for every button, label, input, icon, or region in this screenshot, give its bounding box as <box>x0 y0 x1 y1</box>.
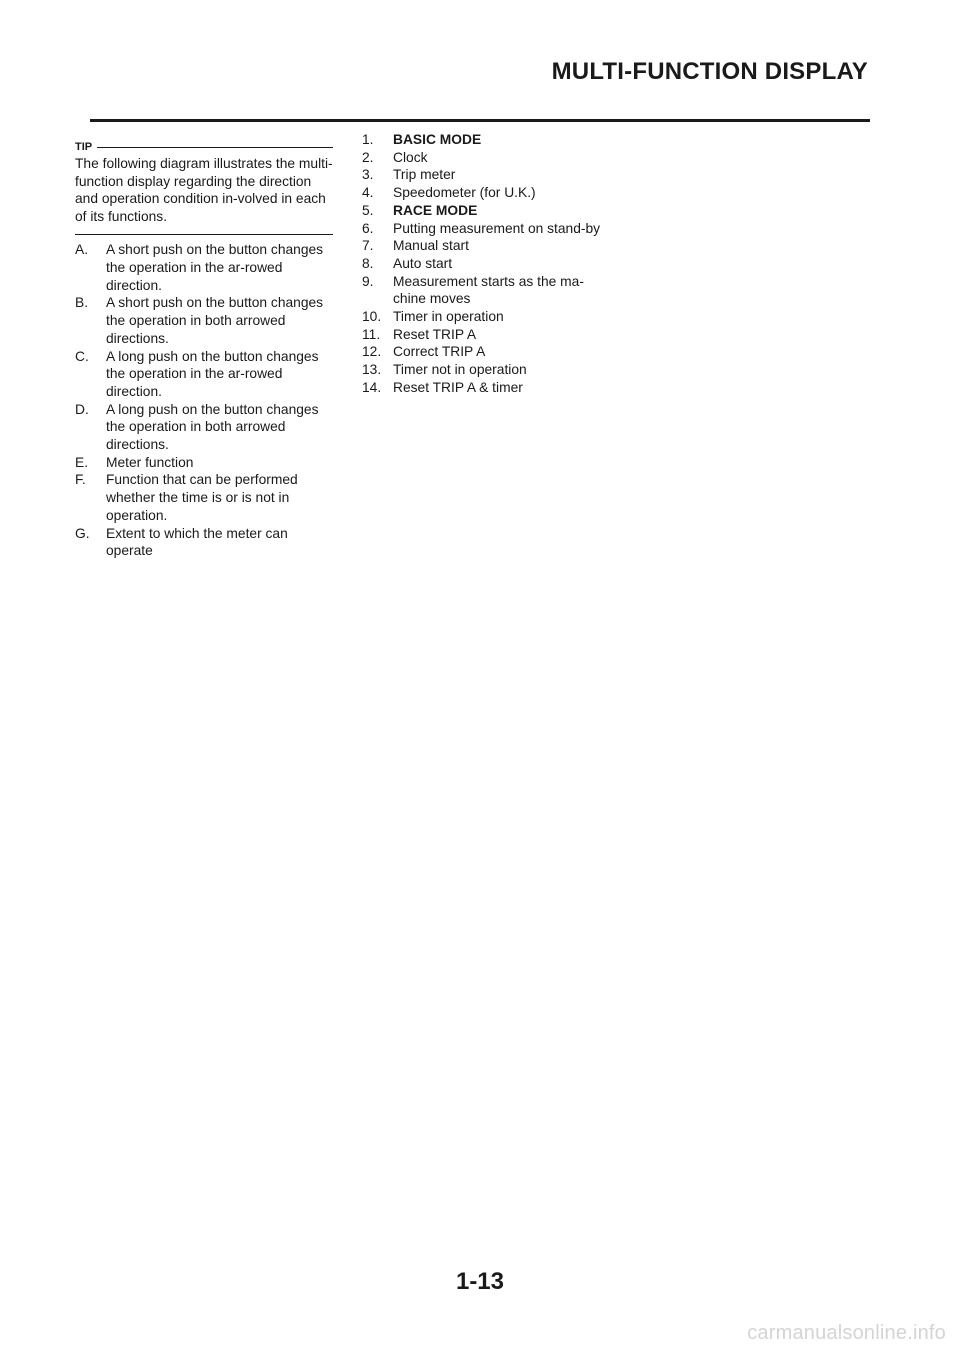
list-text: Trip meter <box>393 167 456 183</box>
list-item <box>75 525 333 560</box>
tip-end-rule <box>75 234 333 236</box>
list-item <box>362 379 612 397</box>
list-marker: 10. <box>362 309 382 325</box>
page-number: 1-13 <box>455 1268 505 1295</box>
list-item <box>75 401 333 454</box>
list-text: A long push on the button changes the operation in the ar-rowed direction. <box>106 348 319 399</box>
list-marker: 14. <box>362 379 382 395</box>
list-text: Measurement starts as the ma-chine moves <box>393 273 584 307</box>
list-item <box>362 237 612 255</box>
list-item <box>362 220 612 238</box>
list-text: Timer not in operation <box>393 362 527 378</box>
list-marker: 11. <box>362 326 381 342</box>
list-text: Extent to which the meter can operate <box>106 525 288 559</box>
list-item <box>362 202 612 220</box>
list-item <box>75 471 333 524</box>
watermark-text: carmanualsonline.info <box>747 1322 946 1344</box>
tip-header <box>75 140 333 154</box>
letter-legend-list <box>75 241 333 560</box>
list-marker: 3. <box>362 167 374 183</box>
tip-text: The following diagram illustrates the multi-function display regarding the direction and operation condition in-volved in each of its functions. <box>75 156 333 225</box>
list-item <box>362 255 612 273</box>
list-marker: 8. <box>362 255 374 271</box>
list-item <box>75 348 333 401</box>
left-column <box>75 140 333 560</box>
header-rule <box>90 119 870 122</box>
list-item <box>75 454 333 472</box>
number-legend-list <box>362 131 612 397</box>
list-text: Auto start <box>393 255 453 271</box>
list-marker: 9. <box>362 273 374 289</box>
list-item <box>362 273 612 308</box>
list-marker: E. <box>75 454 89 470</box>
list-marker: C. <box>75 348 89 364</box>
list-marker: 4. <box>362 185 374 201</box>
list-text: Correct TRIP A <box>393 344 486 360</box>
list-text: Meter function <box>106 454 194 470</box>
list-marker: D. <box>75 401 89 417</box>
list-marker: 1. <box>362 132 374 147</box>
list-text: Reset TRIP A <box>393 326 477 342</box>
page-title: MULTI-FUNCTION DISPLAY <box>551 58 868 85</box>
list-marker: G. <box>75 525 90 541</box>
list-item <box>362 308 612 326</box>
list-item <box>362 326 612 344</box>
tip-label: TIP <box>75 141 93 153</box>
list-text: Reset TRIP A & timer <box>393 379 523 395</box>
list-marker: 12. <box>362 344 382 360</box>
list-text: A long push on the button changes the operation in both arrowed directions. <box>106 401 319 453</box>
list-item <box>75 294 333 347</box>
tip-rule <box>97 147 333 149</box>
list-marker: A. <box>75 242 89 258</box>
list-item <box>362 166 612 184</box>
right-column <box>362 131 612 397</box>
list-marker: 7. <box>362 238 374 254</box>
list-item <box>362 343 612 361</box>
list-text: A short push on the button changes the operation in the ar-rowed direction. <box>106 242 324 293</box>
list-marker: F. <box>75 472 86 488</box>
list-text: Speedometer (for U.K.) <box>393 185 536 201</box>
list-marker: B. <box>75 295 89 311</box>
list-marker: 5. <box>362 202 374 218</box>
list-text: A short push on the button changes the operation in both arrowed directions. <box>106 295 324 346</box>
list-marker: 13. <box>362 362 382 378</box>
list-text: Clock <box>393 149 428 165</box>
list-marker: 6. <box>362 220 374 236</box>
list-marker: 2. <box>362 149 374 165</box>
list-item <box>362 149 612 167</box>
list-text: Timer in operation <box>393 309 504 325</box>
list-item <box>362 131 612 149</box>
list-text: Function that can be performed whether the time is or is not in operation. <box>106 472 298 523</box>
list-text: Manual start <box>393 238 469 254</box>
list-item <box>75 241 333 294</box>
list-item <box>362 184 612 202</box>
list-text: BASIC MODE <box>393 132 482 147</box>
list-text: RACE MODE <box>393 202 478 218</box>
list-text: Putting measurement on stand-by <box>393 220 601 236</box>
list-item <box>362 361 612 379</box>
